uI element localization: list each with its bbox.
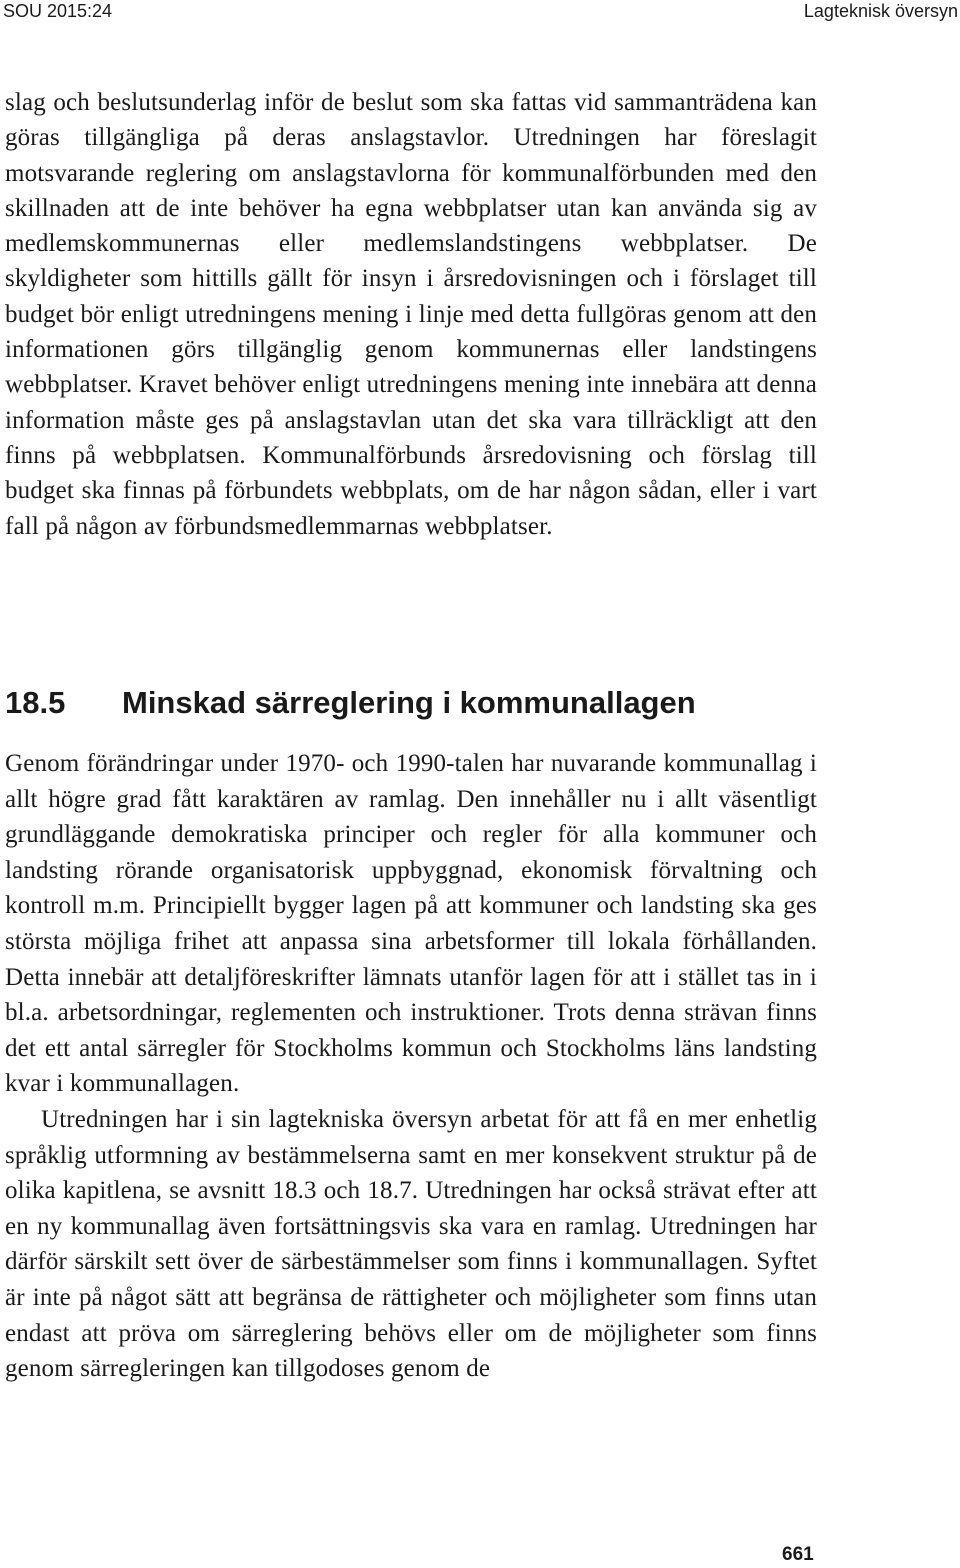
report-identifier: SOU 2015:24 [3,1,113,21]
section-number: 18.5 [5,685,66,720]
section-paragraph: Genom förändringar under 1970- och 1990-talen har nuvarande kommunallag i allt högre grad fått karaktären av ramlag. Den innehåller nu i allt väsentligt grundläggande demokratiska principer och regler för alla kommuner och landsting rörande organisatorisk uppbyggnad, ekonomisk förvaltning och kontroll m.m. Principiellt bygger lagen på att kommuner och landsting ska ges största möjliga frihet att anpassa sina arbetsformer till lokala förhållanden. Detta innebär att detaljföreskrifter lämnats utanför lagen för att i stället tas in i bl.a. arbetsordningar, reglementen och instruktioner. Trots denna strävan finns det ett antal särregler för Stockholms kommun och Stockholms läns landsting kvar i kommunallagen. [5,750,817,1098]
continuation-text-block [5,85,817,544]
section-heading [5,683,905,723]
chapter-running-title: Lagteknisk översyn [803,1,958,21]
section-title: Minskad särreglering i kommunallagen [122,685,696,720]
section-text-block [5,746,817,1387]
page-number: 661 [782,1544,814,1565]
continuation-paragraph: slag och beslutsunderlag inför de beslut som ska fattas vid sammanträdena kan göras tillgängliga på deras anslagstavlor. Utredningen har föreslagit motsvarande reglering om anslagstavlorna för kommunalförbunden med den skillnaden att de inte behöver ha egna webbplatser utan kan använda sig av medlemskommunernas eller medlemslandstingens webbplatser. De skyldigheter som hittills gällt för insyn i årsredovisningen och i förslaget till budget bör enligt utredningens mening i linje med detta fullgöras genom att den informationen görs tillgänglig genom kommunernas eller landstingens webbplatser. Kravet behöver enligt utredningens mening inte innebära att denna information måste ges på anslagstavlan utan det ska vara tillräckligt att den finns på webbplatsen. Kommunalförbunds årsredovisning och förslag till budget ska finnas på förbundets webbplats, om de har någon sådan, eller i vart fall på någon av förbundsmedlemmarnas webbplatser. [5,89,817,540]
running-header [0,0,960,22]
section-paragraph: Utredningen har i sin lagtekniska översyn arbetat för att få en mer enhetlig språklig utformning av bestämmelserna samt en mer konsekvent struktur på de olika kapitlena, se avsnitt 18.3 och 18.7. Utredningen har också strävat efter att en ny kommunallag även fortsättningsvis ska vara en ramlag. Utredningen har därför särskilt sett över de särbestämmelser som finns i kommunallagen. Syftet är inte på något sätt att begränsa de rättigheter och möjligheter som finns utan endast att pröva om särreglering behövs eller om de möjligheter som finns genom särregleringen kan tillgodoses genom de [5,1105,817,1383]
